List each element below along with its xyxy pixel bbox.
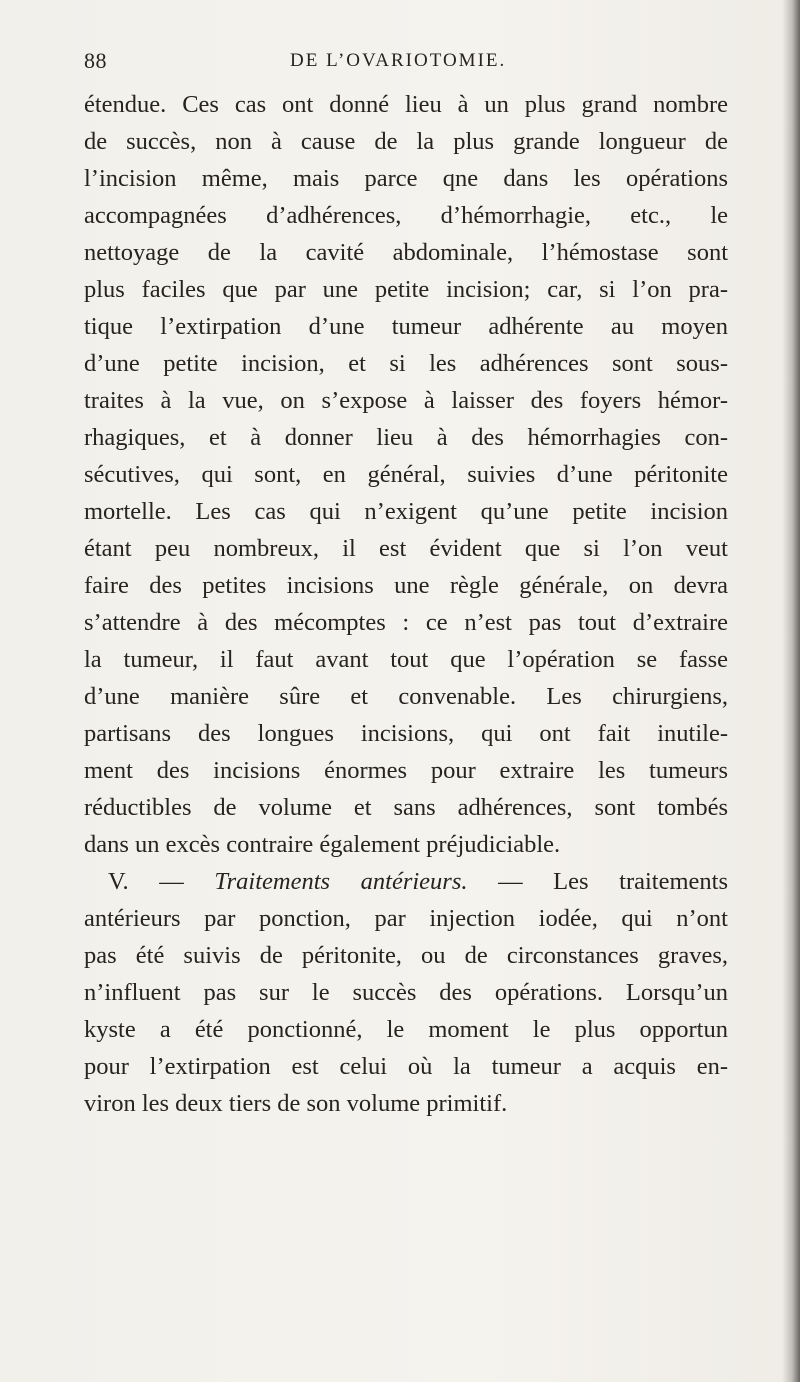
- text-line: plus faciles que par une petite incision; car, si l’on pra-: [84, 276, 728, 303]
- text-line: nettoyage de la cavité abdominale, l’hémostase sont: [84, 239, 728, 266]
- text-line: étendue. Ces cas ont donné lieu à un plus grand nombre: [84, 91, 728, 118]
- text-line: n’influent pas sur le succès des opérations. Lorsqu’un: [84, 979, 728, 1006]
- text-line: la tumeur, il faut avant tout que l’opération se fasse: [84, 646, 728, 673]
- section-heading-line: [84, 863, 728, 900]
- text-line: mortelle. Les cas qui n’exigent qu’une petite incision: [84, 498, 728, 525]
- text-line: d’une manière sûre et convenable. Les chirurgiens,: [84, 683, 728, 710]
- text-line: viron les deux tiers de son volume primitif.: [84, 1090, 508, 1117]
- text-line: étant peu nombreux, il est évident que si l’on veut: [84, 535, 728, 562]
- text-line: sécutives, qui sont, en général, suivies d’une péritonite: [84, 461, 728, 488]
- text-line: de succès, non à cause de la plus grande longueur de: [84, 128, 728, 155]
- body-text: [84, 86, 728, 1122]
- section-lead-text: — Les traitements: [498, 868, 729, 895]
- text-line: tique l’extirpation d’une tumeur adhérente au moyen: [84, 313, 728, 340]
- text-line: rhagiques, et à donner lieu à des hémorrhagies con-: [84, 424, 728, 451]
- text-line: réductibles de volume et sans adhérences, sont tombés: [84, 794, 728, 821]
- page-header: [84, 48, 724, 78]
- text-line: antérieurs par ponction, par injection iodée, qui n’ont: [84, 905, 728, 932]
- section-number: V. —: [108, 868, 184, 895]
- text-line: faire des petites incisions une règle générale, on devra: [84, 572, 728, 599]
- page-edge-shadow: [782, 0, 800, 1382]
- section-title: Traitements antérieurs.: [214, 868, 468, 895]
- running-head: DE L’OVARIOTOMIE.: [290, 50, 507, 71]
- text-line: s’attendre à des mécomptes : ce n’est pas tout d’extraire: [84, 609, 728, 636]
- text-line: partisans des longues incisions, qui ont fait inutile-: [84, 720, 728, 747]
- text-line: l’incision même, mais parce qne dans les opérations: [84, 165, 728, 192]
- text-line: traites à la vue, on s’expose à laisser des foyers hémor-: [84, 387, 728, 414]
- text-line: pour l’extirpation est celui où la tumeur a acquis en-: [84, 1053, 728, 1080]
- text-line: kyste a été ponctionné, le moment le plus opportun: [84, 1016, 728, 1043]
- text-line: ment des incisions énormes pour extraire les tumeurs: [84, 757, 728, 784]
- page-number: 88: [84, 48, 107, 73]
- text-line: d’une petite incision, et si les adhérences sont sous-: [84, 350, 728, 377]
- text-line: accompagnées d’adhérences, d’hémorrhagie, etc., le: [84, 202, 728, 229]
- text-line: pas été suivis de péritonite, ou de circonstances graves,: [84, 942, 728, 969]
- text-line: dans un excès contraire également préjudiciable.: [84, 831, 561, 858]
